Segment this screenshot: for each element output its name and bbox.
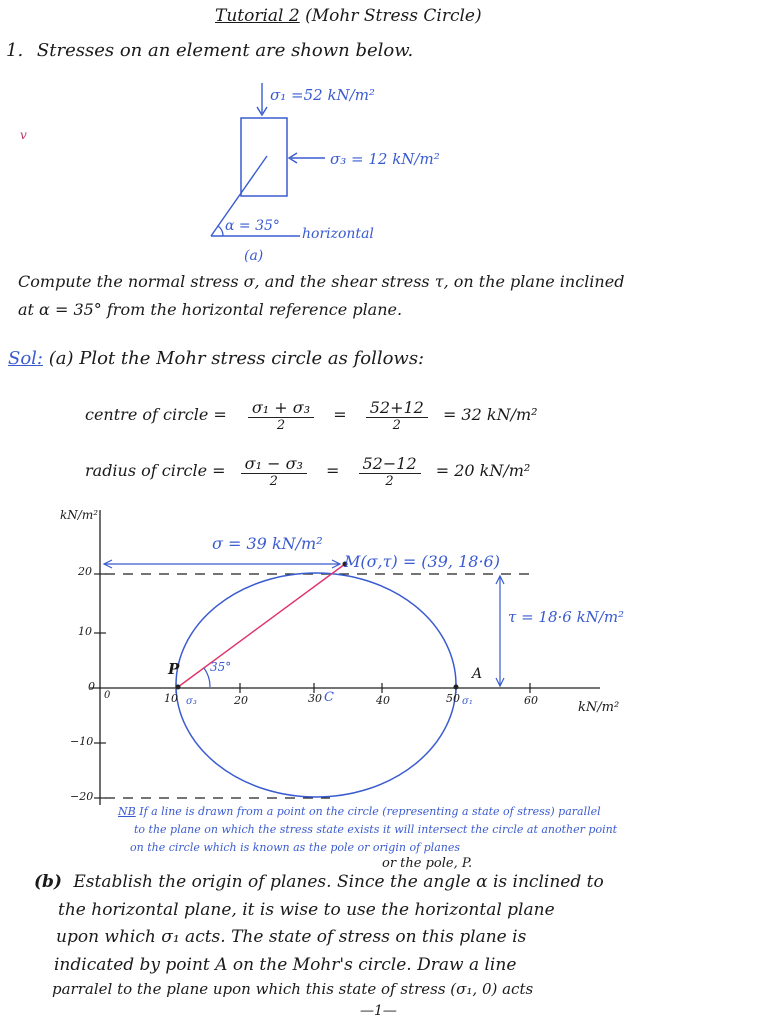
- radius-numerator-values: 52−12: [359, 454, 421, 474]
- centre-numerator-values: 52+12: [366, 398, 428, 418]
- note-text-1: If a line is drawn from a point on the circle (representing a state of stress) parallel: [139, 805, 601, 818]
- x-tick-50: 50: [446, 692, 460, 705]
- figure-caption: (a): [244, 248, 264, 264]
- angle-label: 35°: [210, 660, 232, 674]
- centre-denominator-values: 2: [392, 418, 401, 433]
- note-line-1: [118, 805, 601, 818]
- question-number: 1.: [6, 40, 24, 61]
- tau-annotation: τ = 18·6 kN/m²: [508, 608, 625, 626]
- y-unit-label: kN/m²: [60, 508, 99, 522]
- x-tick-0: 0: [104, 690, 111, 701]
- nb-label: NB: [118, 805, 136, 818]
- centre-fraction: [248, 398, 314, 433]
- point-p-label: P: [168, 660, 180, 678]
- note-line-3: on the circle which is known as the pole or origin of planes: [130, 841, 460, 854]
- horizontal-label: horizontal: [302, 226, 374, 242]
- part-b-line-2: the horizontal plane, it is wise to use the horizontal plane: [58, 900, 555, 920]
- centre-fraction-values: [366, 398, 428, 433]
- x-tick-10: 10: [164, 692, 178, 705]
- sigma1-mark: σ₁: [462, 696, 473, 707]
- radius-fraction-values: [359, 454, 421, 489]
- radius-denominator-values: 2: [385, 474, 394, 489]
- mohr-circle: [176, 573, 456, 797]
- x-unit-label: kN/m²: [578, 700, 620, 715]
- y-tick-minus-10: −10: [70, 735, 94, 748]
- solution-heading: [8, 348, 424, 369]
- sigma1-label: σ₁ =52 kN/m²: [270, 86, 375, 104]
- part-a-marker: (a): [48, 348, 74, 369]
- part-b-line-3: upon which σ₁ acts. The state of stress on this plane is: [56, 927, 527, 947]
- centre-label: centre of circle =: [85, 405, 227, 424]
- radius-denominator: 2: [269, 474, 278, 489]
- part-b-text-1: Establish the origin of planes. Since the angle α is inclined to: [73, 872, 604, 892]
- tutorial-topic: (Mohr Stress Circle): [305, 6, 482, 26]
- radius-label: radius of circle =: [85, 461, 226, 480]
- centre-equation: [85, 398, 538, 433]
- tutorial-label: Tutorial 2: [215, 6, 300, 26]
- sigma3-label: σ₃ = 12 kN/m²: [330, 150, 440, 168]
- centre-c-label: C: [324, 690, 334, 705]
- y-tick-minus-20: −20: [70, 790, 94, 803]
- question-text: Stresses on an element are shown below.: [36, 40, 414, 61]
- alpha-label: α = 35°: [225, 218, 280, 234]
- compute-line-2: at α = 35° from the horizontal reference plane.: [18, 300, 403, 319]
- part-a-text: Plot the Mohr stress circle as follows:: [79, 348, 425, 369]
- sol-label: Sol:: [8, 348, 43, 369]
- radius-fraction: [241, 454, 307, 489]
- sigma3-mark: σ₃: [186, 696, 197, 707]
- mohr-circle-diagram: [0, 500, 768, 820]
- point-m-label: M(σ,τ) = (39, 18·6): [344, 552, 500, 571]
- compute-line-1: Compute the normal stress σ, and the shear stress τ, on the plane inclined: [18, 272, 625, 291]
- page-title: [215, 6, 482, 26]
- part-b-line-1: [34, 872, 604, 892]
- part-b-line-4: indicated by point A on the Mohr's circle. Draw a line: [54, 955, 517, 975]
- centre-eq-sign: =: [333, 405, 347, 424]
- x-tick-20: 20: [234, 694, 248, 707]
- question-1: [6, 40, 413, 61]
- radius-equation: [85, 454, 530, 489]
- margin-mark: v: [20, 128, 27, 142]
- centre-denominator: 2: [276, 418, 286, 433]
- page-number: —1—: [360, 1003, 397, 1019]
- centre-numerator: σ₁ + σ₃: [248, 398, 314, 418]
- point-a-label: A: [472, 666, 483, 682]
- note-line-2: to the plane on which the stress state exists it will intersect the circle at another point: [134, 823, 618, 836]
- y-tick-20: 20: [78, 565, 92, 578]
- centre-result: = 32 kN/m²: [442, 405, 538, 424]
- sigma-annotation: σ = 39 kN/m²: [212, 534, 323, 553]
- part-b-marker: (b): [34, 872, 62, 892]
- x-tick-60: 60: [524, 694, 538, 707]
- x-tick-30: 30: [308, 692, 322, 705]
- radius-eq-sign: =: [326, 461, 340, 480]
- radius-result: = 20 kN/m²: [435, 461, 531, 480]
- y-tick-10: 10: [78, 625, 92, 638]
- part-b-line-5: parralel to the plane upon which this state of stress (σ₁, 0) acts: [52, 980, 534, 998]
- x-tick-40: 40: [376, 694, 390, 707]
- radius-numerator: σ₁ − σ₃: [241, 454, 307, 474]
- y-tick-0: 0: [88, 680, 95, 693]
- note-line-4: or the pole, P.: [382, 856, 473, 871]
